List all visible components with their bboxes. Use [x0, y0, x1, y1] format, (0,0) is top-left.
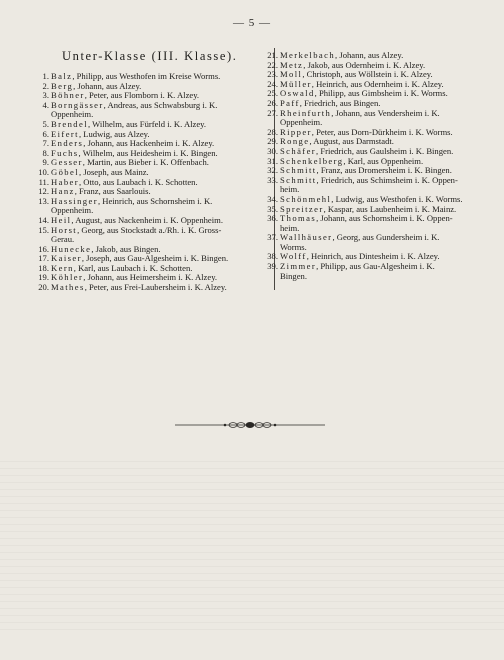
student-details: , August, aus Nackenheim i. K. Oppenheim.	[71, 214, 223, 225]
student-surname: Mathes	[51, 282, 85, 293]
entry-number: 29.	[267, 136, 278, 147]
entry-number: 30.	[267, 145, 278, 156]
class-heading: Unter-Klasse (III. Klasse).	[62, 49, 238, 63]
student-details: , August, aus Darmstadt.	[309, 136, 394, 147]
student-details-continued: Oppenheim.	[280, 117, 323, 128]
student-details: , Karl, aus Oppenheim.	[343, 155, 424, 166]
entry-number: 16.	[38, 243, 49, 254]
entry-number: 14.	[38, 214, 49, 225]
student-surname: Haber	[51, 176, 79, 187]
entry-number: 4.	[42, 99, 49, 110]
entry-number: 13.	[38, 195, 49, 206]
student-details: , Philipp, aus Westhofen im Kreise Worms.	[72, 71, 221, 81]
student-surname: Wallhäuser	[280, 232, 333, 243]
student-surname: Ripper	[280, 126, 312, 137]
entry-number: 15.	[38, 224, 49, 235]
student-surname: Enders	[51, 138, 84, 149]
entry-number: 2.	[42, 80, 49, 91]
student-details: , Friedrich, aus Gaulsheim i. K. Bingen.	[316, 145, 454, 156]
entry-number: 26.	[267, 97, 278, 108]
page-number: — 5 —	[233, 17, 271, 29]
student-list-right	[259, 51, 463, 281]
student-details: , Johann, aus Heimersheim i. K. Alzey.	[83, 272, 218, 283]
entry-number: 8.	[42, 147, 49, 158]
student-details: , Jakob, aus Odernheim i. K. Alzey.	[303, 59, 426, 70]
student-surname: Schenkelberg	[280, 155, 344, 166]
entry-number: 19.	[38, 272, 49, 283]
student-surname: Zimmer	[280, 261, 317, 272]
student-details: , Johann, aus Schornsheim i. K. Oppen-	[316, 213, 453, 224]
student-surname: Horst	[51, 224, 78, 235]
entry-number: 18.	[38, 262, 49, 273]
student-details: , Ludwig, aus Alzey.	[78, 128, 150, 139]
entry-number: 31.	[267, 155, 278, 166]
student-surname: Hunecke	[51, 243, 92, 254]
entry-number: 12.	[38, 186, 49, 197]
student-details: , Andreas, aus Schwabsburg i. K.	[103, 99, 218, 110]
student-details-continued: Gerau.	[51, 234, 75, 245]
entry-number: 7.	[42, 138, 49, 149]
student-details-continued: heim.	[280, 184, 300, 195]
student-entry	[30, 283, 228, 293]
student-surname: Heil	[51, 214, 72, 225]
student-surname: Merkelbach	[280, 50, 336, 60]
entry-number: 3.	[42, 90, 49, 101]
student-details: , Johann, aus Vendersheim i. K.	[331, 107, 440, 118]
student-surname: Hanz	[51, 186, 75, 197]
student-details-continued: heim.	[280, 222, 300, 233]
entry-number: 34.	[267, 193, 278, 204]
student-entry	[259, 176, 463, 195]
student-surname: Brendel	[51, 118, 89, 129]
student-entry	[259, 262, 463, 281]
student-surname: Ronge	[280, 136, 310, 147]
entry-number: 6.	[42, 128, 49, 139]
entry-number: 36.	[267, 213, 278, 224]
entry-number: 22.	[267, 59, 278, 70]
student-details: , Johann, aus Hackenheim i. K. Alzey.	[83, 138, 215, 149]
student-details: , Heinrich, aus Odernheim i. K. Alzey.	[311, 78, 444, 89]
entry-number: 23.	[267, 69, 278, 80]
student-surname: Borngässer	[51, 99, 104, 110]
student-details-continued: Oppenheim.	[51, 205, 94, 216]
student-details: , Friedrich, aus Schimsheim i. K. Oppen-	[316, 174, 458, 185]
student-surname: Kaiser	[51, 253, 82, 264]
entry-number: 39.	[267, 261, 278, 272]
student-entry	[30, 226, 228, 245]
student-surname: Berg	[51, 80, 74, 91]
student-details: , Wilhelm, aus Fürfeld i. K. Alzey.	[88, 118, 207, 129]
entry-number: 24.	[267, 78, 278, 89]
entry-number: 28.	[267, 126, 278, 137]
student-entry	[259, 214, 463, 233]
student-surname: Oswald	[280, 88, 315, 99]
entry-number: 27.	[267, 107, 278, 118]
entry-number: 38.	[267, 251, 278, 262]
entry-number: 33.	[267, 174, 278, 185]
entry-number: 32.	[267, 165, 278, 176]
student-details: , Johann, aus Alzey.	[73, 80, 142, 91]
student-surname: Böhner	[51, 90, 85, 101]
ornament-rule	[175, 419, 325, 431]
student-surname: Hassinger	[51, 195, 98, 206]
student-entry	[30, 101, 228, 120]
entry-number: 21.	[267, 50, 278, 60]
student-surname: Wolff	[280, 251, 307, 262]
entry-number: 9.	[42, 157, 49, 168]
student-surname: Kern	[51, 262, 74, 273]
student-surname: Eifert	[51, 128, 79, 139]
student-surname: Balz	[51, 71, 73, 81]
student-details: , Joseph, aus Gau-Algesheim i. K. Bingen.	[81, 253, 229, 264]
student-details: , Joseph, aus Mainz.	[79, 166, 149, 177]
bleed-through	[0, 455, 504, 635]
entry-number: 20.	[38, 282, 49, 293]
entry-number: 35.	[267, 203, 278, 214]
student-surname: Schönmehl	[280, 193, 332, 204]
student-details-continued: Worms.	[280, 241, 307, 252]
student-details: , Philipp, aus Gimbsheim i. K. Worms.	[314, 88, 448, 99]
student-details: , Ludwig, aus Westhofen i. K. Worms.	[331, 193, 463, 204]
student-details: , Wilhelm, aus Heidesheim i. K. Bingen.	[78, 147, 218, 158]
student-details-continued: Bingen.	[280, 270, 307, 281]
student-details: , Georg, aus Stockstadt a./Rh. i. K. Gross-	[77, 224, 222, 235]
student-details: , Peter, aus Flomborn i. K. Alzey.	[84, 90, 200, 101]
student-surname: Schmitt	[280, 165, 317, 176]
student-details: , Martin, aus Bieber i. K. Offenbach.	[82, 157, 209, 168]
student-details: , Jakob, aus Bingen.	[91, 243, 161, 254]
student-details: , Johann, aus Alzey.	[335, 50, 404, 60]
student-details: , Peter, aus Frei-Laubersheim i. K. Alzey.	[84, 282, 227, 293]
student-surname: Gesser	[51, 157, 83, 168]
student-surname: Metz	[280, 59, 304, 70]
student-surname: Köhler	[51, 272, 84, 283]
student-entry	[30, 197, 228, 216]
entry-number: 11.	[38, 176, 49, 187]
student-surname: Göbel	[51, 166, 80, 177]
student-details: , Karl, aus Laubach i. K. Schotten.	[73, 262, 193, 273]
student-details: , Franz, aus Dromersheim i. K. Bingen.	[316, 165, 452, 176]
student-details: , Kaspar, aus Laubenheim i. K. Mainz.	[323, 203, 457, 214]
student-surname: Thomas	[280, 213, 317, 224]
student-details: , Heinrich, aus Schornsheim i. K.	[97, 195, 213, 206]
student-details: , Otto, aus Laubach i. K. Schotten.	[79, 176, 198, 187]
student-details: , Philipp, aus Gau-Algesheim i. K.	[316, 261, 435, 272]
student-details: , Heinrich, aus Dintesheim i. K. Alzey.	[306, 251, 440, 262]
student-details: , Christoph, aus Wöllstein i. K. Alzey.	[302, 69, 433, 80]
entry-number: 37.	[267, 232, 278, 243]
student-surname: Spreitzer	[280, 203, 324, 214]
entry-number: 10.	[38, 166, 49, 177]
student-surname: Moll	[280, 69, 303, 80]
entry-number: 1.	[42, 71, 49, 81]
student-entry	[259, 233, 463, 252]
student-list-left	[30, 72, 228, 293]
student-details-continued: Oppenheim.	[51, 109, 94, 120]
student-surname: Schäfer	[280, 145, 317, 156]
entry-number: 5.	[42, 118, 49, 129]
student-surname: Müller	[280, 78, 312, 89]
student-surname: Schmitt	[280, 174, 317, 185]
student-details: , Georg, aus Gundersheim i. K.	[332, 232, 440, 243]
student-surname: Rheinfurth	[280, 107, 332, 118]
student-details: , Franz, aus Saarlouis.	[74, 186, 151, 197]
entry-number: 17.	[38, 253, 49, 264]
student-details: , Friedrich, aus Bingen.	[299, 97, 381, 108]
entry-number: 25.	[267, 88, 278, 99]
student-entry	[259, 109, 463, 128]
student-details: , Peter, aus Dorn-Dürkheim i. K. Worms.	[311, 126, 453, 137]
student-surname: Paff	[280, 97, 300, 108]
student-surname: Fuchs	[51, 147, 79, 158]
